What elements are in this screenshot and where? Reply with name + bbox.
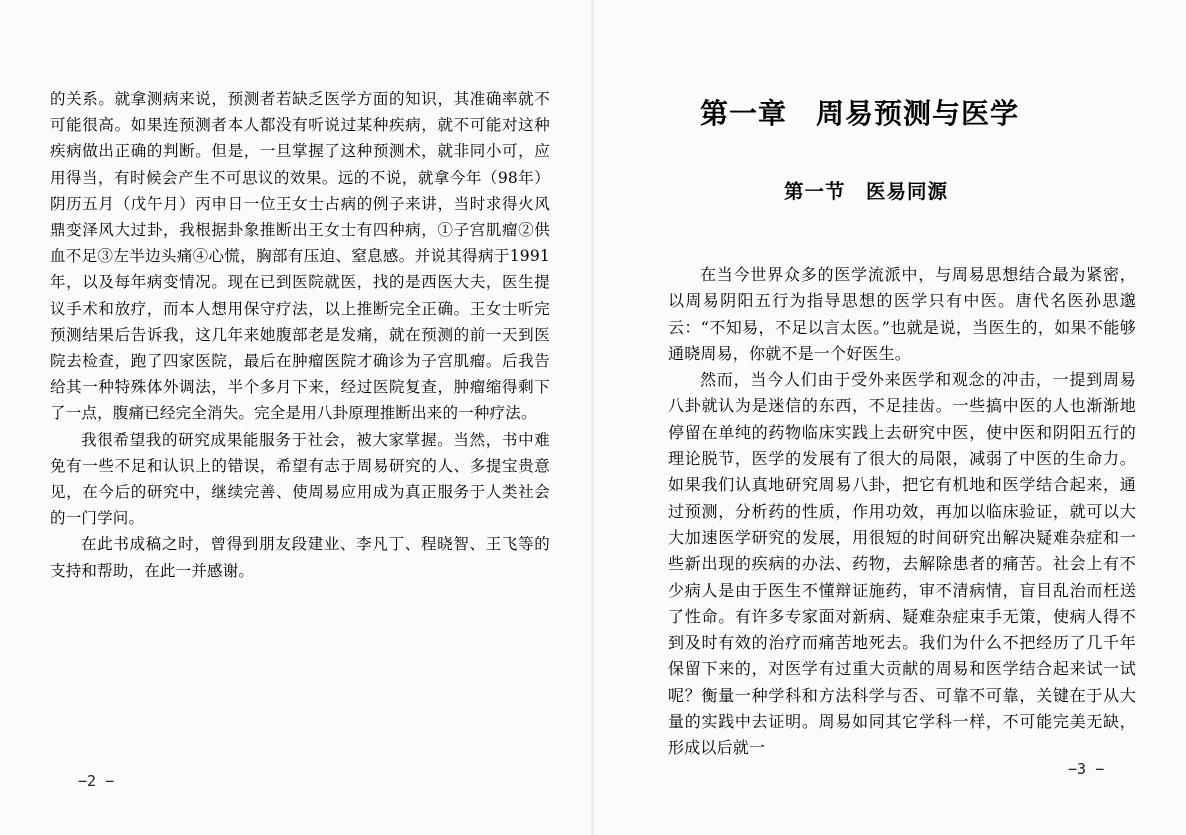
right-page-body xyxy=(668,262,1136,762)
left-page-body xyxy=(50,86,550,584)
right-paragraph-2: 然而，当今人们由于受外来医学和观念的冲击，一提到周易八卦就认为是迷信的东西，不足挂齿。一些搞中医的人也渐渐地停留在单纯的药物临床实践上去研究中医，使中医和阴阳五行的理论脱节，医学的发展有了很大的局限，减弱了中医的生命力。如果我们认真地研究周易八卦，把它有机地和医学结合起来，通过预测，分析药的性质，作用功效，再加以临床验证，就可以大大加速医学研究的发展，用很短的时间研究出解决疑难杂症和一些新出现的疾病的办法、药物，去解除患者的痛苦。社会上有不少病人是由于医生不懂辩证施药，审不清病情，盲目乱治而枉送了性命。有许多专家面对新病、疑难杂症束手无策，使病人得不到及时有效的治疗而痛苦地死去。我们为什么不把经历了几千年保留下来的，对医学有过重大贡献的周易和医学结合起来试一试呢？衡量一种学科和方法科学与否、可靠不可靠，关键在于从大量的实践中去证明。周易如同其它学科一样，不可能完美无缺，形成以后就一 xyxy=(668,370,1136,758)
right-paragraph-1: 在当今世界众多的医学流派中，与周易思想结合最为紧密，以周易阴阳五行为指导思想的医学只有中医。唐代名医孙思邈云：“不知易，不足以言太医。”也就是说，当医生的，如果不能够通晓周易，你就不是一个好医生。 xyxy=(668,265,1136,363)
right-page-number: −3 − xyxy=(1068,760,1105,778)
left-page-number: −2 − xyxy=(78,772,115,790)
left-paragraph-2: 我很希望我的研究成果能服务于社会，被大家掌握。当然，书中难免有一些不足和认识上的错误，希望有志于周易研究的人、多提宝贵意见，在今后的研究中，继续完善、使周易应用成为真正服务于人类社会的一门学问。 xyxy=(50,430,550,528)
left-paragraph-3: 在此书成稿之时，曾得到朋友段建业、李凡丁、程晓智、王飞等的支持和帮助，在此一并感谢。 xyxy=(50,535,550,580)
left-paragraph-1: 的关系。就拿测病来说，预测者若缺乏医学方面的知识，其准确率就不可能很高。如果连预测者本人都没有听说过某种疾病，就不可能对这种疾病做出正确的判断。但是，一旦掌握了这种预测术，就非同小可，应用得当，有时候会产生不可思议的效果。远的不说，就拿今年（98年）阴历五月（戊午月）丙申日一位王女士占病的例子来讲，当时求得火风鼎变泽风大过卦，我根据卦象推断出王女士有四种病，①子宫肌瘤②供血不足③左半边头痛④心慌，胸部有压迫、窒息感。并说其得病于1991年，以及每年病变情况。现在已到医院就医，找的是西医大夫，医生提议手术和放疗，而本人想用保守疗法，以上推断完全正确。王女士听完预测结果后告诉我，这几年来她腹部老是发痛，就在预测的前一天到医院去检查，跑了四家医院，最后在肿瘤医院才确诊为子宫肌瘤。后我告给其一种特殊体外调法，半个多月下来，经过医院复查，肿瘤缩得剩下了一点，腹痛已经完全消失。完全是用八卦原理推断出来的一种疗法。 xyxy=(50,90,550,423)
section-title: 第一节 医易同源 xyxy=(784,180,949,203)
chapter-title: 第一章 周易预测与医学 xyxy=(700,97,1020,130)
